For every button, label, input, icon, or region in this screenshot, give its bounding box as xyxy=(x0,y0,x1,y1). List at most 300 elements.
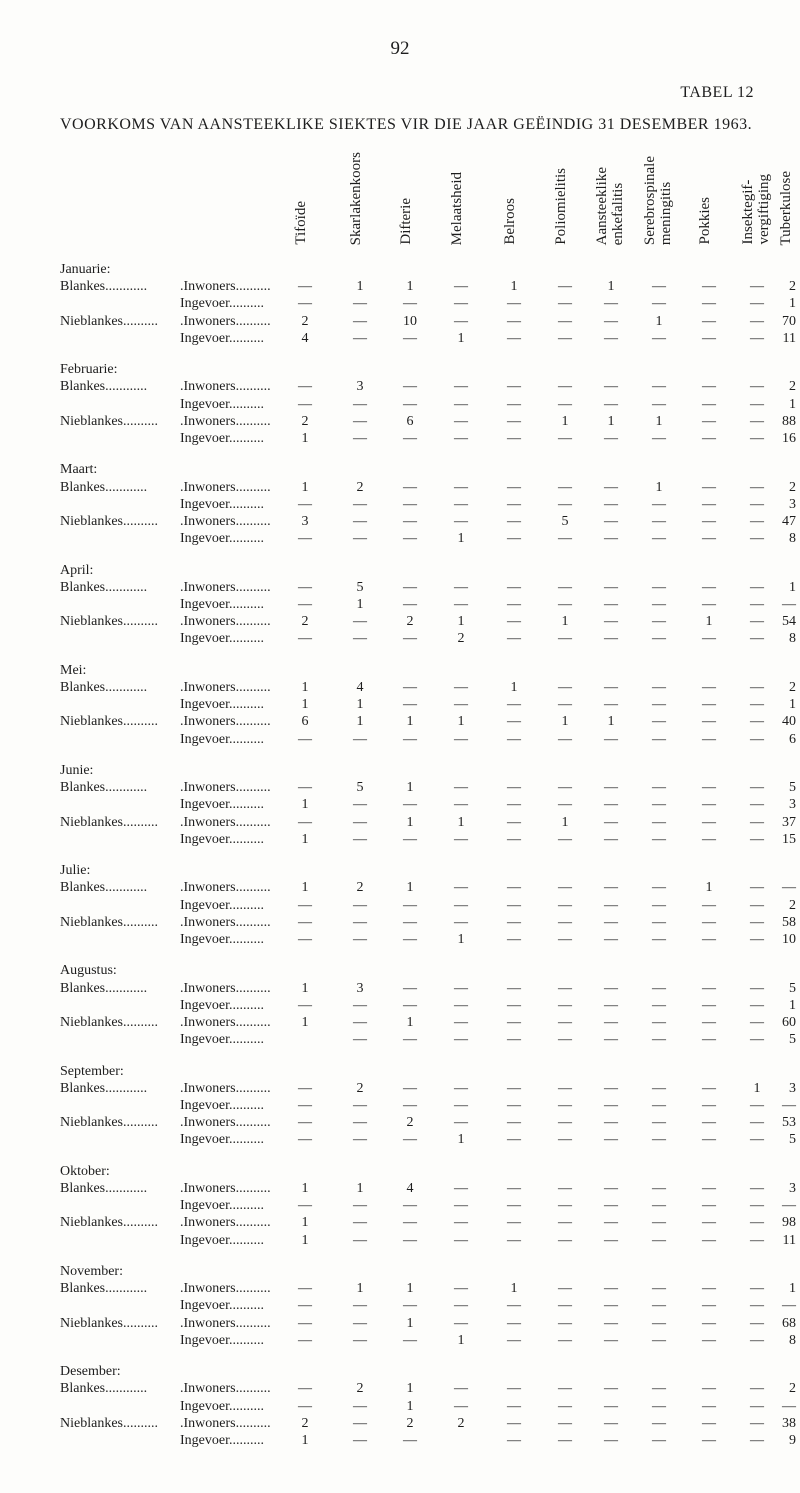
table-cell: — xyxy=(353,797,367,813)
table-row xyxy=(60,479,800,496)
table-cell: — xyxy=(604,831,618,847)
table-cell: 2 xyxy=(789,679,796,695)
table-cell: — xyxy=(652,997,666,1013)
origin-label: .Inwoners.......... xyxy=(180,1180,271,1196)
table-cell: 2 xyxy=(356,479,364,495)
column-header-line: Tifoïde xyxy=(293,201,309,245)
table-cell: — xyxy=(403,697,417,713)
table-cell: — xyxy=(454,1180,468,1196)
origin-label: .Inwoners.......... xyxy=(180,914,271,930)
table-cell: — xyxy=(353,814,367,830)
population-group-label: Blankes............ xyxy=(60,279,148,295)
table-cell: — xyxy=(750,313,764,329)
table-cell: 1 xyxy=(301,797,309,813)
table-cell: — xyxy=(750,1315,764,1331)
origin-label: Ingevoer.......... xyxy=(180,831,264,847)
table-row xyxy=(60,1180,800,1197)
table-cell: — xyxy=(454,880,468,896)
table-cell: — xyxy=(558,631,572,647)
table-row xyxy=(60,931,800,948)
table-cell: — xyxy=(558,1032,572,1048)
table-cell: — xyxy=(403,513,417,529)
table-cell: — xyxy=(454,279,468,295)
table-cell: — xyxy=(750,1097,764,1113)
table-cell: — xyxy=(403,1080,417,1096)
table-row xyxy=(60,731,800,748)
table-cell: — xyxy=(558,1332,572,1348)
table-cell: — xyxy=(353,897,367,913)
table-cell: — xyxy=(403,997,417,1013)
table-cell: — xyxy=(558,980,572,996)
month-name: November: xyxy=(60,1264,123,1279)
table-cell: — xyxy=(604,1215,618,1231)
origin-label: Ingevoer.......... xyxy=(180,596,264,612)
table-cell: 1 xyxy=(301,697,309,713)
table-row xyxy=(60,413,800,430)
table-cell: — xyxy=(558,679,572,695)
table-cell: 47 xyxy=(782,513,796,529)
population-group-label: Nieblankes.......... xyxy=(60,1415,158,1431)
table-cell: 1 xyxy=(789,396,796,412)
table-cell: — xyxy=(353,1232,367,1248)
table-cell: — xyxy=(652,296,666,312)
table-cell: — xyxy=(702,831,716,847)
table-cell: — xyxy=(750,1298,764,1314)
table-cell: — xyxy=(558,780,572,796)
table-cell: 3 xyxy=(356,980,364,996)
population-group-label: Blankes............ xyxy=(60,1180,148,1196)
table-cell: — xyxy=(298,1315,312,1331)
table-cell: — xyxy=(558,1215,572,1231)
table-cell: — xyxy=(782,1298,796,1314)
table-cell: — xyxy=(454,1298,468,1314)
table-cell: — xyxy=(298,997,312,1013)
table-row xyxy=(60,1280,800,1297)
table-cell: — xyxy=(652,814,666,830)
table-cell: — xyxy=(558,1097,572,1113)
table-cell: — xyxy=(403,1332,417,1348)
table-cell: — xyxy=(558,897,572,913)
table-cell: — xyxy=(652,1332,666,1348)
table-cell: — xyxy=(353,1315,367,1331)
table-row xyxy=(60,513,800,530)
table-cell: 5 xyxy=(356,579,364,595)
table-cell: 1 xyxy=(406,1381,414,1397)
table-cell: — xyxy=(558,797,572,813)
table-cell: — xyxy=(454,980,468,996)
table-cell: — xyxy=(652,1281,666,1297)
table-cell: — xyxy=(782,1198,796,1214)
table-cell: — xyxy=(750,831,764,847)
table-cell: — xyxy=(750,1232,764,1248)
table-cell: — xyxy=(558,731,572,747)
origin-label: Ingevoer.......... xyxy=(180,1097,264,1113)
table-cell: — xyxy=(702,931,716,947)
table-cell: — xyxy=(750,980,764,996)
table-cell: — xyxy=(652,1298,666,1314)
table-cell: — xyxy=(652,897,666,913)
table-cell: — xyxy=(652,1180,666,1196)
origin-label: Ingevoer.......... xyxy=(180,931,264,947)
table-row xyxy=(60,1415,800,1432)
table-cell: — xyxy=(652,1415,666,1431)
origin-label: .Inwoners.......... xyxy=(180,1014,271,1030)
table-cell: — xyxy=(604,430,618,446)
table-cell: — xyxy=(298,279,312,295)
table-cell: — xyxy=(750,1398,764,1414)
origin-label: .Inwoners.......... xyxy=(180,1315,271,1331)
table-cell: — xyxy=(750,731,764,747)
table-cell: — xyxy=(353,430,367,446)
table-row xyxy=(60,696,800,713)
table-cell: 8 xyxy=(789,531,796,547)
table-cell: — xyxy=(702,1032,716,1048)
table-cell: — xyxy=(652,631,666,647)
table-cell: — xyxy=(750,679,764,695)
table-cell: — xyxy=(604,1132,618,1148)
table-cell: — xyxy=(507,931,521,947)
table-cell: — xyxy=(403,1132,417,1148)
table-cell: — xyxy=(507,379,521,395)
table-cell: 1 xyxy=(406,1281,414,1297)
table-cell: — xyxy=(353,1032,367,1048)
origin-label: Ingevoer.......... xyxy=(180,1298,264,1314)
table-cell: 1 xyxy=(356,714,364,730)
table-cell: — xyxy=(558,596,572,612)
table-cell: — xyxy=(507,1298,521,1314)
table-cell: — xyxy=(507,614,521,630)
table-cell: 1 xyxy=(561,814,569,830)
table-cell: — xyxy=(750,1281,764,1297)
column-header-line: Insektegif- xyxy=(740,180,756,245)
table-cell: — xyxy=(298,814,312,830)
origin-label: .Inwoners.......... xyxy=(180,1381,271,1397)
table-row xyxy=(60,378,800,395)
table-cell: 3 xyxy=(789,1180,796,1196)
table-cell: 60 xyxy=(782,1014,796,1030)
table-cell: — xyxy=(652,279,666,295)
table-row xyxy=(60,1315,800,1332)
table-cell: — xyxy=(604,379,618,395)
table-cell: — xyxy=(652,379,666,395)
month-block xyxy=(60,461,800,553)
table-cell: 1 xyxy=(301,880,309,896)
origin-label: .Inwoners.......... xyxy=(180,279,271,295)
table-cell: — xyxy=(652,513,666,529)
table-cell: 53 xyxy=(782,1115,796,1131)
table-cell: — xyxy=(558,379,572,395)
table-cell: 1 xyxy=(406,880,414,896)
table-cell: — xyxy=(353,296,367,312)
origin-label: .Inwoners.......... xyxy=(180,714,271,730)
page-number: 92 xyxy=(390,38,410,59)
table-cell: 1 xyxy=(607,413,615,429)
origin-label: .Inwoners.......... xyxy=(180,413,271,429)
table-cell: — xyxy=(558,430,572,446)
table-cell: — xyxy=(702,430,716,446)
table-cell: — xyxy=(558,697,572,713)
table-cell: — xyxy=(454,413,468,429)
table-cell: — xyxy=(604,330,618,346)
table-cell: 5 xyxy=(789,1032,796,1048)
table-cell: 2 xyxy=(457,1415,465,1431)
table-row xyxy=(60,1197,800,1214)
table-cell: — xyxy=(750,413,764,429)
table-cell: — xyxy=(403,731,417,747)
table-cell: — xyxy=(403,579,417,595)
table-title: VOORKOMS VAN AANSTEEKLIKE SIEKTES VIR DIE JAAR GEËINDIG 31 DESEMBER 1963. xyxy=(60,116,753,133)
table-cell: — xyxy=(604,780,618,796)
table-cell: — xyxy=(507,513,521,529)
column-header xyxy=(778,171,800,245)
table-cell: — xyxy=(604,1080,618,1096)
table-row xyxy=(60,596,800,613)
table-cell: — xyxy=(454,1398,468,1414)
table-cell: — xyxy=(353,1115,367,1131)
table-cell: — xyxy=(507,396,521,412)
population-group-label: Blankes............ xyxy=(60,679,148,695)
table-cell: — xyxy=(604,814,618,830)
table-cell: — xyxy=(353,614,367,630)
month-name: Oktober: xyxy=(60,1163,110,1179)
column-header-line: Serebrospinale xyxy=(642,155,658,245)
month-name: Julie: xyxy=(60,863,91,879)
table-cell: — xyxy=(782,1398,796,1414)
origin-label: Ingevoer.......... xyxy=(180,1032,264,1048)
table-cell: — xyxy=(454,697,468,713)
table-cell: — xyxy=(298,596,312,612)
month-name: September: xyxy=(60,1063,124,1079)
table-cell: — xyxy=(507,631,521,647)
table-cell: — xyxy=(353,496,367,512)
table-cell: — xyxy=(750,780,764,796)
table-cell: — xyxy=(507,496,521,512)
table-cell: — xyxy=(702,413,716,429)
table-cell: — xyxy=(702,279,716,295)
table-row xyxy=(60,1432,800,1449)
table-cell: 1 xyxy=(457,714,465,730)
table-cell: — xyxy=(652,931,666,947)
table-cell: — xyxy=(604,931,618,947)
table-row xyxy=(60,613,800,630)
table-cell: 1 xyxy=(607,714,615,730)
table-cell: 1 xyxy=(406,1398,414,1414)
column-header xyxy=(553,168,577,245)
table-row xyxy=(60,1232,800,1249)
origin-label: Ingevoer.......... xyxy=(180,1398,264,1414)
table-cell: 2 xyxy=(301,313,309,329)
table-cell: — xyxy=(507,797,521,813)
table-cell: 1 xyxy=(406,279,414,295)
column-header-line: Skarlakenkoors xyxy=(348,151,364,245)
table-cell: — xyxy=(750,396,764,412)
month-block xyxy=(60,662,800,754)
table-cell: — xyxy=(353,1398,367,1414)
table-cell: — xyxy=(403,631,417,647)
table-cell: 1 xyxy=(510,279,518,295)
population-group-label: Nieblankes.......... xyxy=(60,1215,158,1231)
table-cell: — xyxy=(558,579,572,595)
table-cell: — xyxy=(604,513,618,529)
table-cell: — xyxy=(750,479,764,495)
table-cell: 1 xyxy=(301,1014,309,1030)
table-cell: — xyxy=(298,1381,312,1397)
table-cell: — xyxy=(702,1281,716,1297)
table-row xyxy=(60,1131,800,1148)
month-block xyxy=(60,762,800,854)
table-cell: — xyxy=(454,997,468,1013)
table-cell: — xyxy=(454,797,468,813)
table-cell: — xyxy=(558,313,572,329)
column-header xyxy=(642,156,676,245)
table-cell: — xyxy=(558,279,572,295)
table-cell: — xyxy=(353,914,367,930)
table-cell: — xyxy=(652,1398,666,1414)
table-cell: 4 xyxy=(301,330,309,346)
table-cell: — xyxy=(652,1097,666,1113)
table-cell: — xyxy=(403,596,417,612)
population-group-label: Blankes............ xyxy=(60,1080,148,1096)
table-cell: 2 xyxy=(789,379,796,395)
table-row xyxy=(60,313,800,330)
table-cell: — xyxy=(702,1315,716,1331)
table-cell: — xyxy=(604,496,618,512)
table-row xyxy=(60,779,800,796)
table-cell: — xyxy=(558,997,572,1013)
table-cell: — xyxy=(353,997,367,1013)
table-cell: — xyxy=(507,596,521,612)
table-cell: 8 xyxy=(789,631,796,647)
table-cell: — xyxy=(298,531,312,547)
table-cell: — xyxy=(750,513,764,529)
table-cell: — xyxy=(298,579,312,595)
month-block xyxy=(60,1163,800,1255)
table-cell: — xyxy=(652,396,666,412)
table-cell: — xyxy=(750,531,764,547)
origin-label: Ingevoer.......... xyxy=(180,496,264,512)
month-block xyxy=(60,1363,800,1455)
month-name: Januarie: xyxy=(60,262,111,277)
table-cell: — xyxy=(454,897,468,913)
population-group-label: Nieblankes.......... xyxy=(60,614,158,630)
table-cell: — xyxy=(604,1332,618,1348)
table-cell: — xyxy=(403,1032,417,1048)
table-cell: 1 xyxy=(457,531,465,547)
table-cell: — xyxy=(298,1132,312,1148)
table-cell: — xyxy=(604,1115,618,1131)
table-cell: 2 xyxy=(356,880,364,896)
table-cell: — xyxy=(403,479,417,495)
table-cell: — xyxy=(750,914,764,930)
table-cell: — xyxy=(652,714,666,730)
table-cell: — xyxy=(702,313,716,329)
table-cell: — xyxy=(604,914,618,930)
table-cell: — xyxy=(558,1014,572,1030)
table-cell: — xyxy=(702,714,716,730)
table-cell: — xyxy=(507,1432,521,1448)
origin-label: .Inwoners.......... xyxy=(180,513,271,529)
table-cell: 1 xyxy=(753,1080,761,1096)
table-cell: 1 xyxy=(356,279,364,295)
table-cell: — xyxy=(652,1032,666,1048)
origin-label: .Inwoners.......... xyxy=(180,880,271,896)
table-cell: 98 xyxy=(782,1215,796,1231)
table-cell: — xyxy=(454,430,468,446)
table-cell: — xyxy=(652,780,666,796)
table-row xyxy=(60,1398,800,1415)
table-cell: — xyxy=(507,1180,521,1196)
table-cell: — xyxy=(507,1198,521,1214)
table-cell: — xyxy=(702,1097,716,1113)
table-cell: — xyxy=(507,814,521,830)
table-cell: — xyxy=(353,413,367,429)
origin-label: Ingevoer.......... xyxy=(180,430,264,446)
table-cell: — xyxy=(702,1198,716,1214)
table-cell: — xyxy=(558,1232,572,1248)
month-block xyxy=(60,1263,800,1355)
table-cell: — xyxy=(353,1298,367,1314)
table-cell: 1 xyxy=(457,814,465,830)
table-cell: — xyxy=(507,697,521,713)
table-cell: 15 xyxy=(782,831,796,847)
table-cell: 9 xyxy=(789,1432,796,1448)
table-cell: — xyxy=(507,1332,521,1348)
table-cell: — xyxy=(353,931,367,947)
table-cell: — xyxy=(298,1097,312,1113)
table-cell: — xyxy=(558,1132,572,1148)
table-cell: — xyxy=(454,731,468,747)
table-cell: 1 xyxy=(457,330,465,346)
table-cell: — xyxy=(750,814,764,830)
table-cell: — xyxy=(403,1215,417,1231)
table-row xyxy=(60,1214,800,1231)
month-block xyxy=(60,962,800,1054)
table-cell: — xyxy=(454,579,468,595)
table-cell: — xyxy=(298,379,312,395)
table-cell: — xyxy=(604,396,618,412)
table-cell: — xyxy=(652,579,666,595)
table-cell: — xyxy=(604,579,618,595)
population-group-label: Blankes............ xyxy=(60,379,148,395)
table-cell: 1 xyxy=(406,1014,414,1030)
table-cell: 1 xyxy=(301,479,309,495)
table-cell: — xyxy=(558,1298,572,1314)
table-cell: 1 xyxy=(301,1215,309,1231)
table-row xyxy=(60,831,800,848)
origin-label: Ingevoer.......... xyxy=(180,531,264,547)
table-cell: — xyxy=(403,1432,417,1448)
table-cell: 2 xyxy=(457,631,465,647)
table-cell: — xyxy=(298,1080,312,1096)
table-cell: — xyxy=(702,1232,716,1248)
table-cell: — xyxy=(298,897,312,913)
table-cell: — xyxy=(507,413,521,429)
table-cell: — xyxy=(750,631,764,647)
table-cell: 1 xyxy=(705,880,713,896)
table-row xyxy=(60,1297,800,1314)
table-cell: — xyxy=(558,1281,572,1297)
table-cell: 1 xyxy=(789,296,796,312)
table-cell: — xyxy=(403,1232,417,1248)
table-cell: 3 xyxy=(356,379,364,395)
table-cell: — xyxy=(782,1097,796,1113)
origin-label: .Inwoners.......... xyxy=(180,614,271,630)
column-header-line: vergiftiging xyxy=(756,174,772,245)
table-cell: — xyxy=(702,980,716,996)
table-cell: — xyxy=(507,1080,521,1096)
table-cell: 1 xyxy=(406,780,414,796)
table-cell: — xyxy=(558,1381,572,1397)
